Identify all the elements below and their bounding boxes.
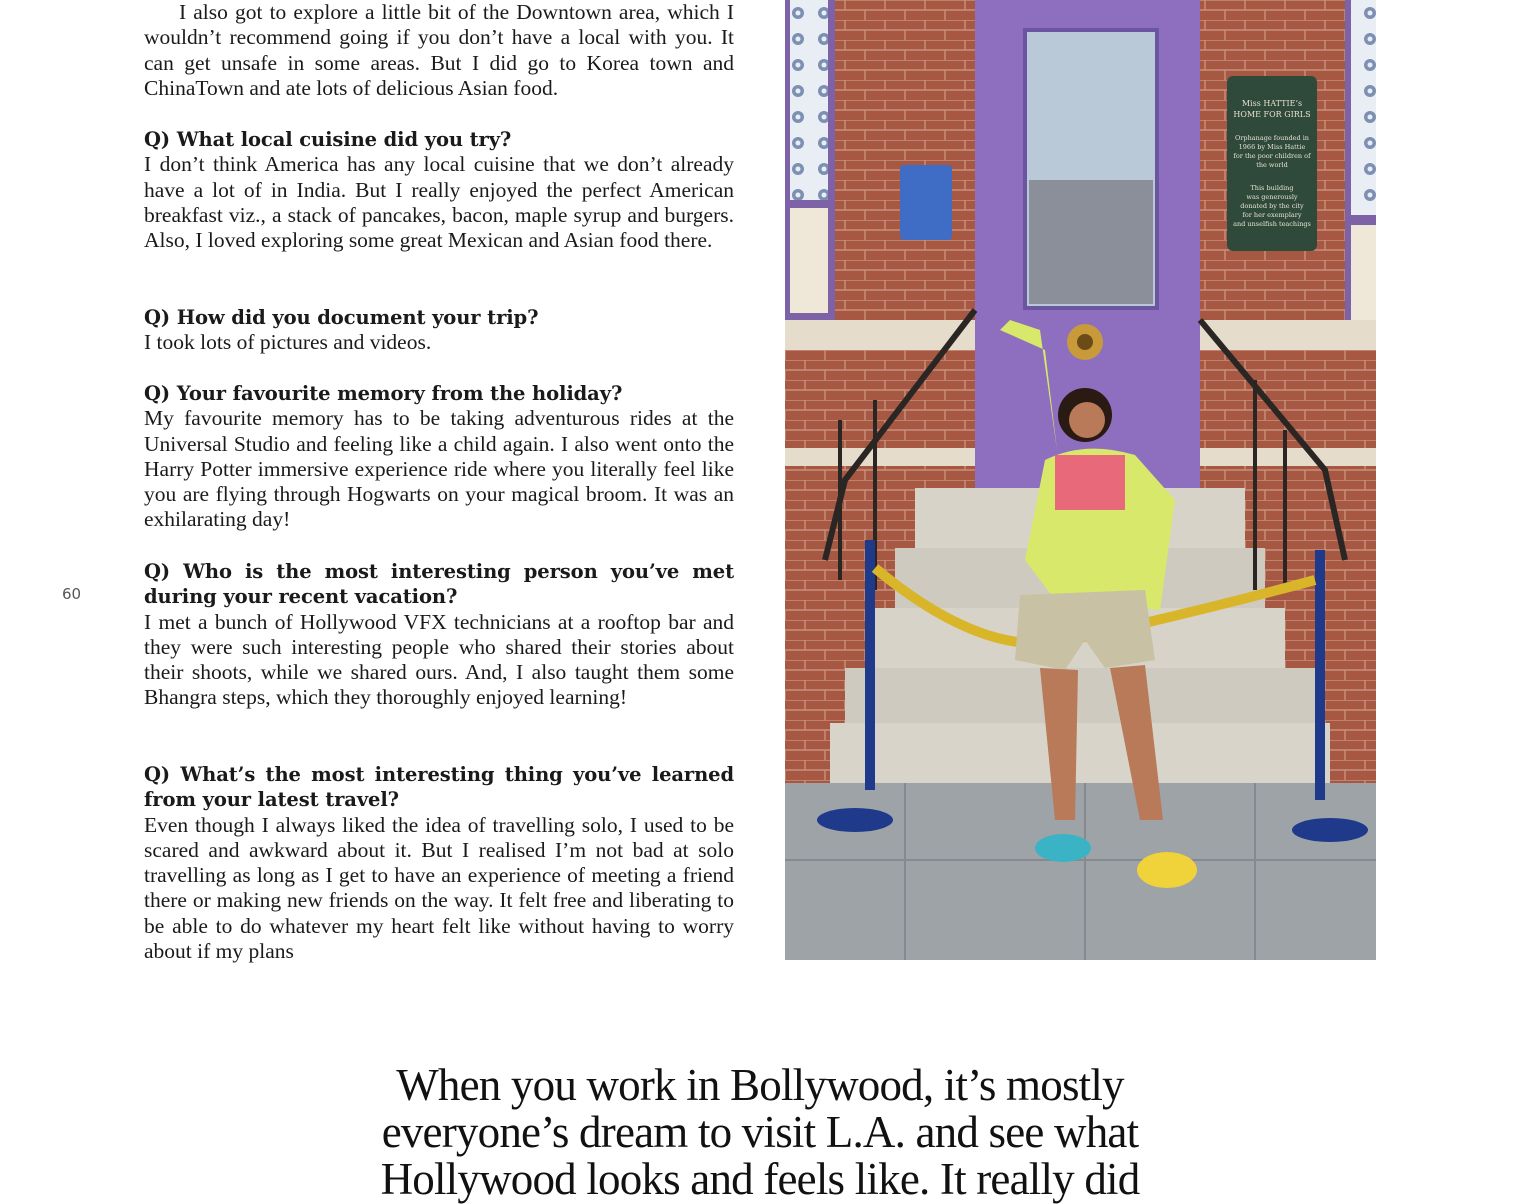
pull-quote	[300, 1062, 1220, 1203]
svg-text:Miss HATTIE’s: Miss HATTIE’s	[1241, 99, 1303, 108]
svg-text:and unselfish teachings: and unselfish teachings	[1233, 220, 1311, 228]
pull-quote-line: When you work in Bollywood, it’s mostly	[396, 1060, 1124, 1110]
question-heading: Q) What’s the most interesting thing you’ve learned from your latest travel?	[144, 763, 734, 812]
qa-block	[144, 381, 734, 533]
qa-block	[144, 127, 734, 253]
answer-paragraph: Even though I always liked the idea of travelling solo, I used to be scared and awkward about it. But I realised I’m not bad at solo travelling as long as I get to have an experience of meeting a friend there or making new friends on the way. It felt free and liberating to be able to do whatever my heart felt like without having to worry about if my plans	[144, 812, 734, 964]
svg-text:for her exemplary: for her exemplary	[1242, 211, 1302, 219]
answer-paragraph: I took lots of pictures and videos.	[144, 330, 432, 355]
intro-paragraph: I also got to explore a little bit of the Downtown area, which I wouldn’t recommend going if you don’t have a local with you. It can get unsafe in some areas. But I did go to Korea town and ChinaTown and ate lots of delicious Asian food.	[144, 0, 734, 100]
question-heading: Q) What local cuisine did you try?	[144, 128, 512, 151]
svg-text:for the poor children of: for the poor children of	[1233, 152, 1311, 160]
svg-text:the world: the world	[1256, 161, 1288, 169]
question-heading: Q) Who is the most interesting person you’ve met during your recent vacation?	[144, 560, 734, 609]
pull-quote-line: everyone’s dream to visit L.A. and see what	[381, 1107, 1139, 1157]
photo-illustration	[785, 0, 1376, 960]
svg-text:was generously: was generously	[1246, 193, 1298, 201]
svg-text:1966 by Miss Hattie: 1966 by Miss Hattie	[1238, 143, 1306, 151]
feature-photo	[785, 0, 1376, 960]
svg-text:HOME FOR GIRLS: HOME FOR GIRLS	[1233, 110, 1311, 119]
pull-quote-line: Hollywood looks and feels like. It really did	[380, 1154, 1140, 1204]
question-heading: Q) How did you document your trip?	[144, 306, 539, 329]
svg-text:This building: This building	[1250, 184, 1294, 192]
svg-text:Orphanage founded in: Orphanage founded in	[1235, 134, 1309, 142]
answer-paragraph: My favourite memory has to be taking adventurous rides at the Universal Studio and feeling like a child again. I also went onto the Harry Potter immersive experience ride where you literally feel like you are flying through Hogwarts on your magical broom. It was an exhilarating day!	[144, 406, 734, 532]
question-heading: Q) Your favourite memory from the holiday?	[144, 382, 623, 405]
answer-paragraph: I don’t think America has any local cuisine that we don’t already have a lot of in India. But I really enjoyed the perfect American breakfast viz., a stack of pancakes, bacon, maple syrup and burgers. Also, I loved exploring some great Mexican and Asian food there.	[144, 152, 734, 253]
qa-block	[144, 762, 734, 964]
answer-paragraph: I met a bunch of Hollywood VFX technicians at a rooftop bar and they were such interesting people who shared their stories about their shoots, while we shared ours. And, I also taught them some Bhangra steps, which they thoroughly enjoyed learning!	[144, 609, 734, 710]
qa-block	[144, 559, 734, 711]
page-number: 60	[62, 585, 82, 603]
qa-block	[144, 305, 734, 356]
svg-text:donated by the city: donated by the city	[1240, 202, 1304, 210]
